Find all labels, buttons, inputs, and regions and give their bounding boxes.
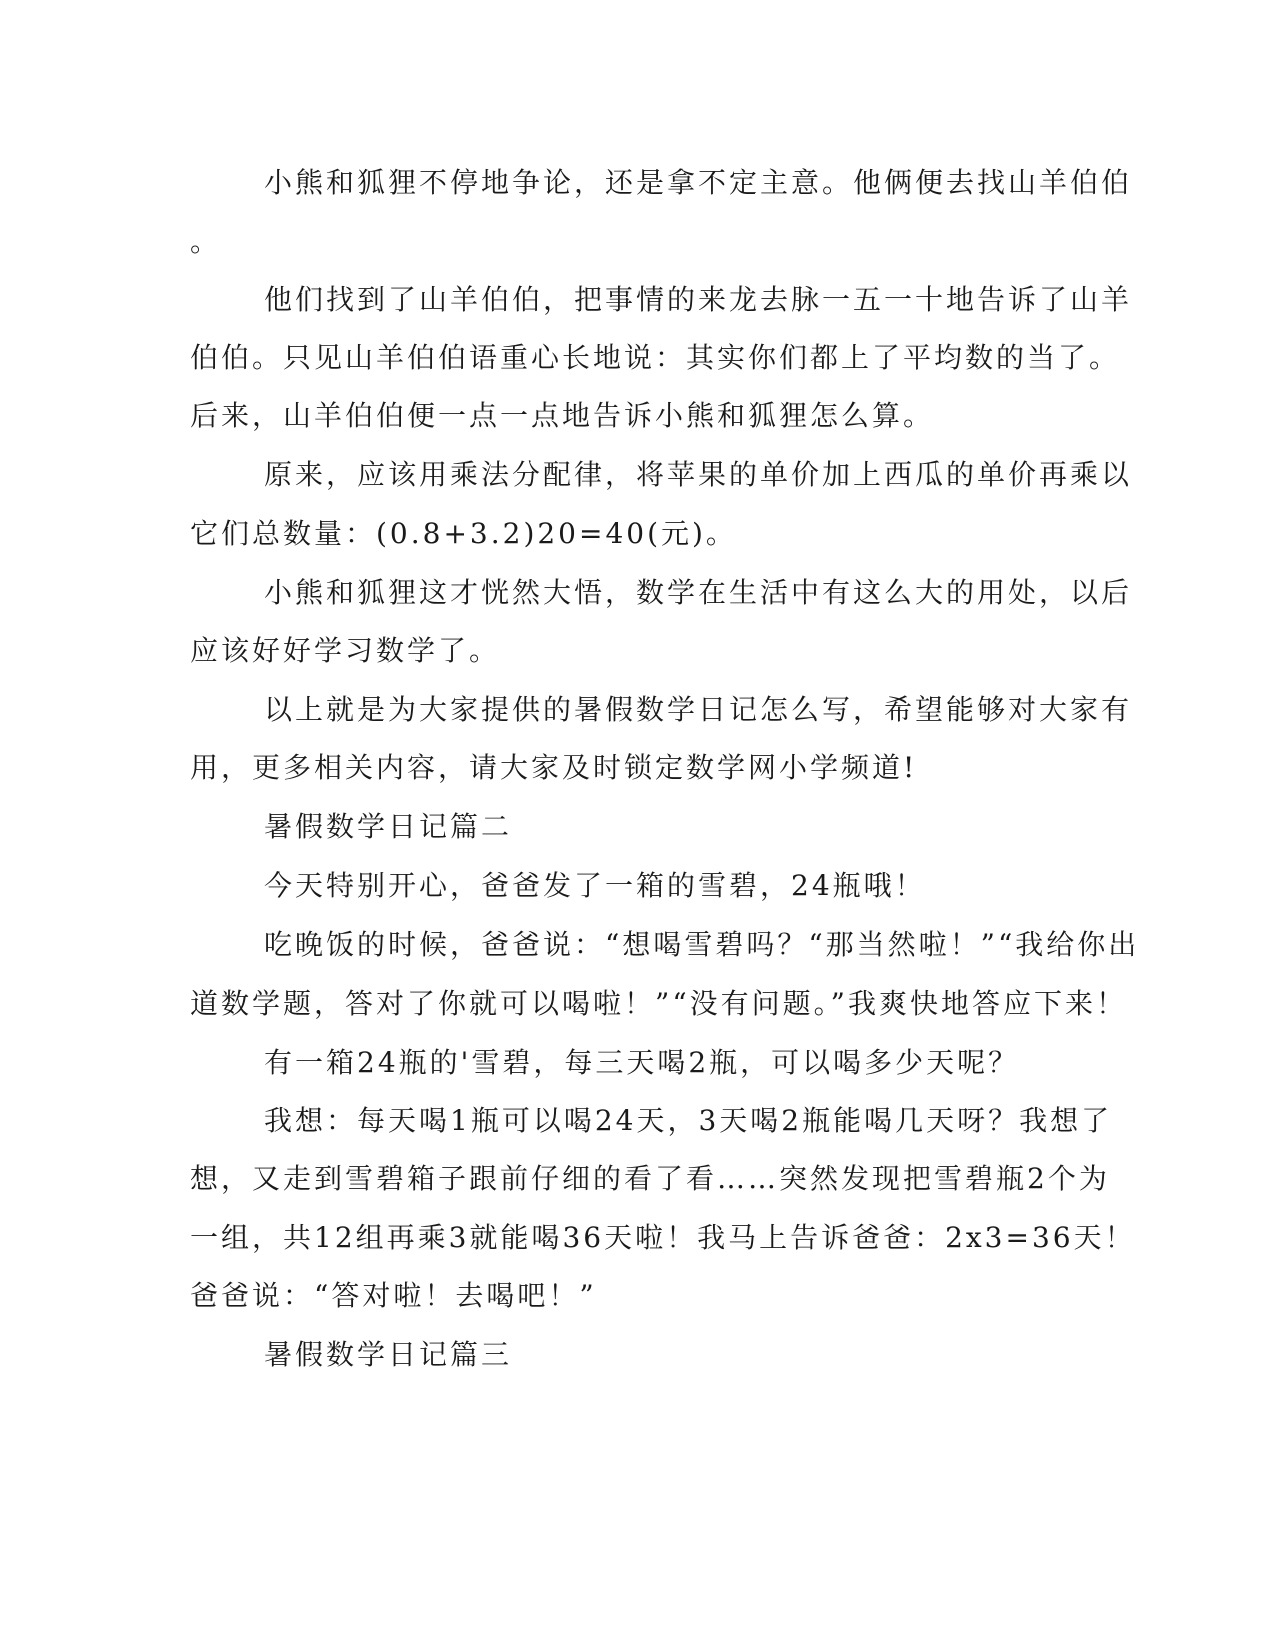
paragraph-line: 用，更多相关内容，请大家及时锁定数学网小学频道! [190,751,918,784]
paragraph-line: 它们总数量：(0.8+3.2)20=40(元)。 [190,517,737,550]
paragraph-line: 伯伯。只见山羊伯伯语重心长地说：其实你们都上了平均数的当了。 [190,341,1121,374]
section-heading: 暑假数学日记篇二 [264,810,513,843]
paragraph-line: 今天特别开心，爸爸发了一箱的雪碧，24瓶哦！ [264,869,926,902]
paragraph-line: 想，又走到雪碧箱子跟前仔细的看了看……突然发现把雪碧瓶2个为 [190,1162,1110,1195]
paragraph-line: 。 [190,225,222,258]
paragraph-line: 吃晚饭的时候，爸爸说：“想喝雪碧吗？“那当然啦！”“我给你出 [264,928,1140,961]
paragraph-line: 他们找到了山羊伯伯，把事情的来龙去脉一五一十地告诉了山羊 [264,283,1133,316]
section-heading: 暑假数学日记篇三 [264,1338,513,1371]
paragraph-line: 一组，共12组再乘3就能喝36天啦！我马上告诉爸爸：2x3=36天！ [190,1221,1136,1254]
paragraph-line: 道数学题，答对了你就可以喝啦！”“没有问题。”我爽快地答应下来！ [190,987,1127,1020]
paragraph-line: 爸爸说：“答对啦！去喝吧！” [190,1279,597,1312]
paragraph-line: 原来，应该用乘法分配律，将苹果的单价加上西瓜的单价再乘以 [264,458,1133,491]
paragraph-line: 以上就是为大家提供的暑假数学日记怎么写，希望能够对大家有 [264,693,1133,726]
paragraph-line: 小熊和狐狸这才恍然大悟，数学在生活中有这么大的用处，以后 [264,576,1133,609]
paragraph-line: 应该好好学习数学了。 [190,634,501,667]
paragraph-line: 我想：每天喝1瓶可以喝24天，3天喝2瓶能喝几天呀？我想了 [264,1104,1113,1137]
paragraph-line: 后来，山羊伯伯便一点一点地告诉小熊和狐狸怎么算。 [190,399,935,432]
paragraph-line: 小熊和狐狸不停地争论，还是拿不定主意。他俩便去找山羊伯伯 [264,166,1133,199]
paragraph-line: 有一箱24瓶的'雪碧，每三天喝2瓶，可以喝多少天呢？ [264,1046,1020,1079]
